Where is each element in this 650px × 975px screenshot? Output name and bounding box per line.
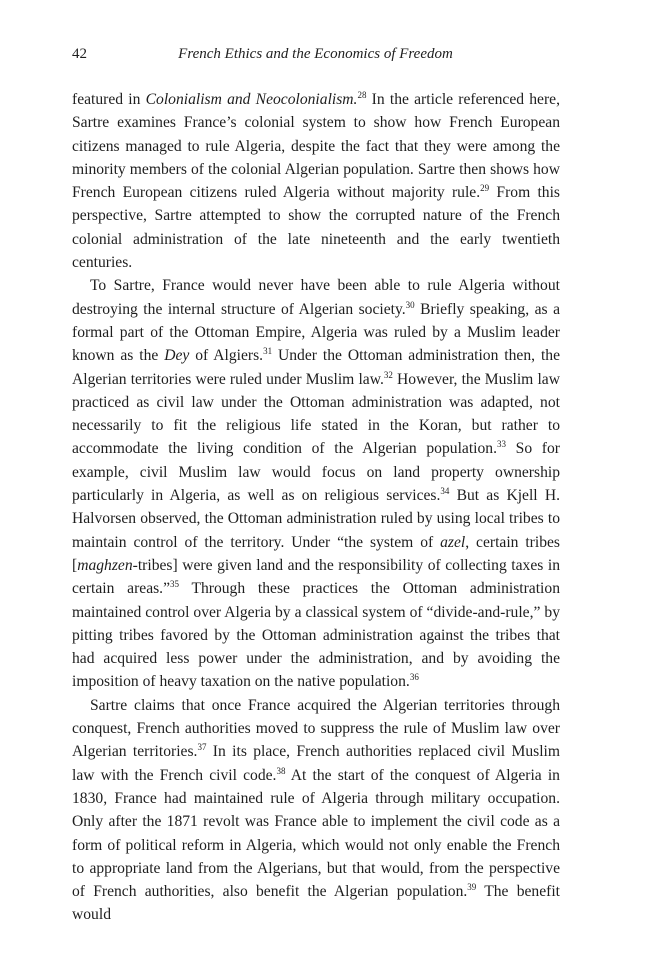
footnote-ref-32: 32: [383, 369, 393, 380]
text-run: From this perspective, Sartre attempted to show the corrupted nature of the French colonial administration of the late nineteenth and the early twentieth centuries.: [72, 184, 561, 272]
text-run: , certain tribes [: [72, 533, 560, 574]
footnote-ref-30: 30: [405, 299, 415, 310]
footnote-ref-35: 35: [170, 579, 179, 590]
paragraph-3: [72, 694, 560, 927]
text-run: Through these practices the Ottoman administration maintained control over Algeria by a classical system of “divide-and-rule,” by pitting tribes favored by the Ottoman administration against the tribes that had acquired less power under the administration, and by avoiding the imposition of heavy taxation on the native population.: [72, 580, 560, 691]
text-run: In its place, French authorities replaced civil Muslim law with the French civil code.: [72, 743, 561, 784]
text-run: Sartre claims that once France acquired the Algerian territories through conquest, French authorities moved to suppress the rule of Muslim law over Algerian territories.: [72, 696, 560, 761]
text-run: Under the Ottoman administration then, the Algerian territories were ruled under Muslim law.: [72, 347, 560, 388]
page-number: 42: [72, 46, 87, 62]
italic-text: Dey: [164, 347, 190, 365]
footnote-ref-34: 34: [440, 485, 450, 496]
footnote-ref-31: 31: [263, 346, 273, 357]
footnote-ref-33: 33: [496, 439, 506, 450]
body-text: [72, 88, 560, 927]
footnote-ref-38: 38: [276, 765, 286, 776]
text-run: So for example, civil Muslim law would focus on land property ownership particularly in Algeria, as well as on religious services.: [72, 440, 560, 505]
text-run: Briefly speaking, as a formal part of the Ottoman Empire, Algeria was ruled by a Muslim leader known as the: [72, 300, 560, 365]
text-run: In the article referenced here, Sartre examines France’s colonial system to show how French European citizens managed to rule Algeria, despite the fact that they were among the minority members of the colonial Algerian population. Sartre then shows how French European citizens ruled Algeria without majority rule.: [72, 91, 560, 202]
text-run: To Sartre, France would never have been able to rule Algeria without destroying the internal structure of Algerian society.: [72, 277, 560, 318]
text-run: featured in: [72, 91, 146, 108]
footnote-ref-29: 29: [480, 183, 490, 193]
footnote-ref-36: 36: [409, 672, 419, 683]
text-run: But as Kjell H. Halvorsen observed, the Ottoman administration ruled by using local tribes to maintain control of the territory. Under “the system of: [72, 487, 560, 551]
text-run: However, the Muslim law practiced as civil law under the Ottoman administration was adapted, not necessarily to fit the religious life stated in the Koran, but rather to accommodate the living condition of the Algerian population.: [72, 370, 560, 458]
italic-text: Colonialism and Neocolonialism.: [145, 91, 358, 108]
paragraph-2: [72, 274, 560, 693]
footnote-ref-39: 39: [467, 881, 477, 892]
text-run: At the start of the conquest of Algeria in 1830, France had maintained rule of Algeria through military occupation. Only after the 1871 revolt was France able to implement the civil code as a form of political reform in Algeria, which would not only enable the French to appropriate land from the Algerians, but that would, from the perspective of French authorities, also benefit the Algerian population.: [72, 766, 560, 901]
running-title: French Ethics and the Economics of Freedom: [178, 46, 453, 62]
italic-text: azel: [440, 533, 466, 551]
running-header: [72, 46, 559, 68]
text-run: of Algiers.: [189, 347, 264, 365]
text-run: The benefit would: [72, 883, 560, 924]
paragraph-1: [72, 88, 560, 274]
footnote-ref-37: 37: [197, 742, 207, 753]
footnote-ref-28: 28: [357, 89, 367, 100]
text-run: -tribes] were given land and the responsibility of collecting taxes in certain areas.”: [72, 556, 560, 598]
italic-text: maghzen: [77, 556, 133, 574]
